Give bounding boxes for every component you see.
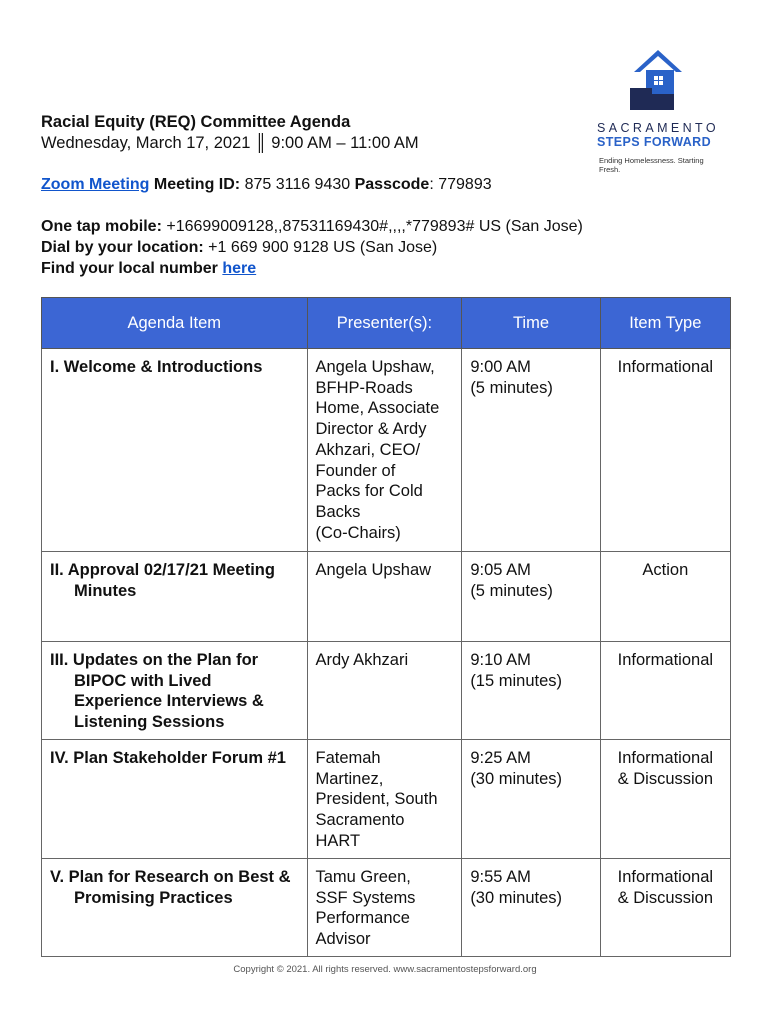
meeting-id-value: 875 3116 9430 bbox=[244, 176, 351, 193]
one-tap-mobile-line bbox=[41, 216, 583, 237]
agenda-title: Racial Equity (REQ) Committee Agenda bbox=[41, 113, 351, 131]
agenda-item-cell bbox=[42, 552, 308, 642]
table-row bbox=[42, 642, 731, 740]
column-header-time: Time bbox=[462, 298, 600, 349]
dial-location-line bbox=[41, 237, 583, 258]
table-header-row bbox=[42, 298, 731, 349]
agenda-item-cell bbox=[42, 740, 308, 859]
table-row bbox=[42, 349, 731, 552]
agenda-item-cell bbox=[42, 642, 308, 740]
presenter-cell: Tamu Green, SSF Systems Performance Advisor bbox=[307, 859, 462, 957]
logo-text-sacramento: SACRAMENTO bbox=[597, 121, 719, 135]
agenda-item-cell bbox=[42, 349, 308, 552]
presenter-cell: Ardy Akhzari bbox=[307, 642, 462, 740]
item-type-cell: Action bbox=[600, 552, 730, 642]
dial-location-label: Dial by your location: bbox=[41, 239, 204, 256]
presenter-cell: Angela Upshaw, BFHP-Roads Home, Associate Director & Ardy Akhzari, CEO/ Founder of Packs for Cold Backs (Co-Chairs) bbox=[307, 349, 462, 552]
agenda-item-text: III. Updates on the Plan for BIPOC with Lived Experience Interviews & Listening Sessions bbox=[50, 651, 264, 732]
item-type-cell: Informational & Discussion bbox=[600, 859, 730, 957]
zoom-meeting-link[interactable]: Zoom Meeting bbox=[41, 176, 150, 193]
table-row bbox=[42, 552, 731, 642]
table-row bbox=[42, 859, 731, 957]
table-row bbox=[42, 740, 731, 859]
copyright-footer: Copyright © 2021. All rights reserved. www.sacramentostepsforward.org bbox=[233, 964, 537, 975]
agenda-item-cell bbox=[42, 859, 308, 957]
local-number-link[interactable]: here bbox=[222, 260, 257, 277]
zoom-info bbox=[41, 176, 492, 194]
passcode-label: Passcode bbox=[354, 176, 430, 193]
dial-info bbox=[41, 216, 583, 279]
time-cell: 9:05 AM (5 minutes) bbox=[462, 552, 600, 642]
presenter-cell: Fatemah Martinez, President, South Sacramento HART bbox=[307, 740, 462, 859]
agenda-table bbox=[41, 297, 731, 957]
meeting-date: Wednesday, March 17, 2021 ║ 9:00 AM – 11:00 AM bbox=[41, 134, 419, 152]
time-cell: 9:00 AM (5 minutes) bbox=[462, 349, 600, 552]
time-cell: 9:25 AM (30 minutes) bbox=[462, 740, 600, 859]
item-type-cell: Informational bbox=[600, 349, 730, 552]
logo-tagline: Ending Homelessness. Starting Fresh. bbox=[599, 156, 704, 174]
dial-location-value: +1 669 900 9128 US (San Jose) bbox=[208, 239, 438, 256]
column-header-item-type: Item Type bbox=[600, 298, 730, 349]
time-cell: 9:55 AM (30 minutes) bbox=[462, 859, 600, 957]
time-cell: 9:10 AM (15 minutes) bbox=[462, 642, 600, 740]
local-number-line bbox=[41, 258, 583, 279]
house-steps-icon bbox=[630, 50, 686, 110]
agenda-item-text: I. Welcome & Introductions bbox=[50, 358, 263, 376]
column-header-agenda-item: Agenda Item bbox=[42, 298, 308, 349]
organization-logo bbox=[597, 50, 722, 174]
one-tap-label: One tap mobile: bbox=[41, 218, 162, 235]
item-type-cell: Informational bbox=[600, 642, 730, 740]
agenda-item-text: V. Plan for Research on Best & Promising Practices bbox=[50, 868, 291, 907]
meeting-id-label: Meeting ID: bbox=[153, 176, 241, 193]
item-type-cell: Informational & Discussion bbox=[600, 740, 730, 859]
one-tap-value: +16699009128,,87531169430#,,,,*779893# US (San Jose) bbox=[166, 218, 583, 235]
column-header-presenters: Presenter(s): bbox=[307, 298, 462, 349]
agenda-item-text: IV. Plan Stakeholder Forum #1 bbox=[50, 749, 286, 767]
agenda-item-text: II. Approval 02/17/21 Meeting Minutes bbox=[50, 561, 275, 600]
logo-text-steps-forward: STEPS FORWARD bbox=[597, 135, 712, 149]
presenter-cell: Angela Upshaw bbox=[307, 552, 462, 642]
passcode-value: : 779893 bbox=[429, 176, 492, 193]
local-number-label: Find your local number bbox=[41, 260, 218, 277]
